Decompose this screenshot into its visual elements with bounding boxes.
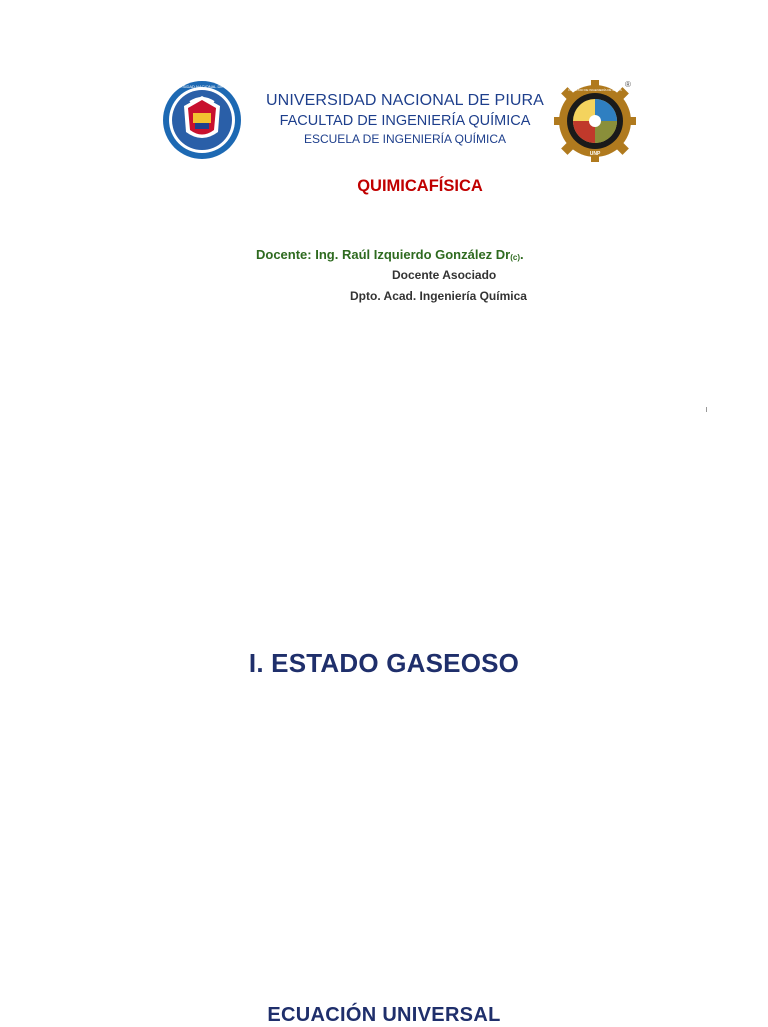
teacher-rank: Docente Asociado (392, 268, 497, 282)
teacher-suffix: (c) (510, 253, 521, 262)
page-mark (706, 407, 707, 412)
left-logo-text: UNIVERSIDAD NACIONAL DE PIURA (167, 84, 237, 89)
teacher-line (256, 247, 524, 262)
school-name: ESCUELA DE INGENIERÍA QUÍMICA (303, 132, 507, 146)
faculty-name: FACULTAD DE INGENIERÍA QUÍMICA (279, 113, 531, 129)
university-name: UNIVERSIDAD NACIONAL DE PIURA (266, 92, 544, 109)
teacher-department: Dpto. Acad. Ingeniería Química (350, 289, 527, 303)
registered-mark-icon: ® (625, 80, 631, 89)
right-logo-bottom-text: UNP (589, 151, 601, 157)
next-section-title: ECUACIÓN UNIVERSAL (267, 1004, 501, 1026)
teacher-suffix-end: . (520, 247, 524, 262)
faculty-gear-logo (554, 80, 636, 162)
section-title: I. ESTADO GASEOSO (248, 648, 520, 678)
right-logo-text: FACULTAD DE INGENIERÍA DE MINAS (568, 88, 622, 92)
course-title: QUIMICAFÍSICA (357, 177, 483, 195)
teacher-name: Docente: Ing. Raúl Izquierdo González Dr (256, 247, 511, 262)
university-seal-logo (162, 80, 242, 160)
